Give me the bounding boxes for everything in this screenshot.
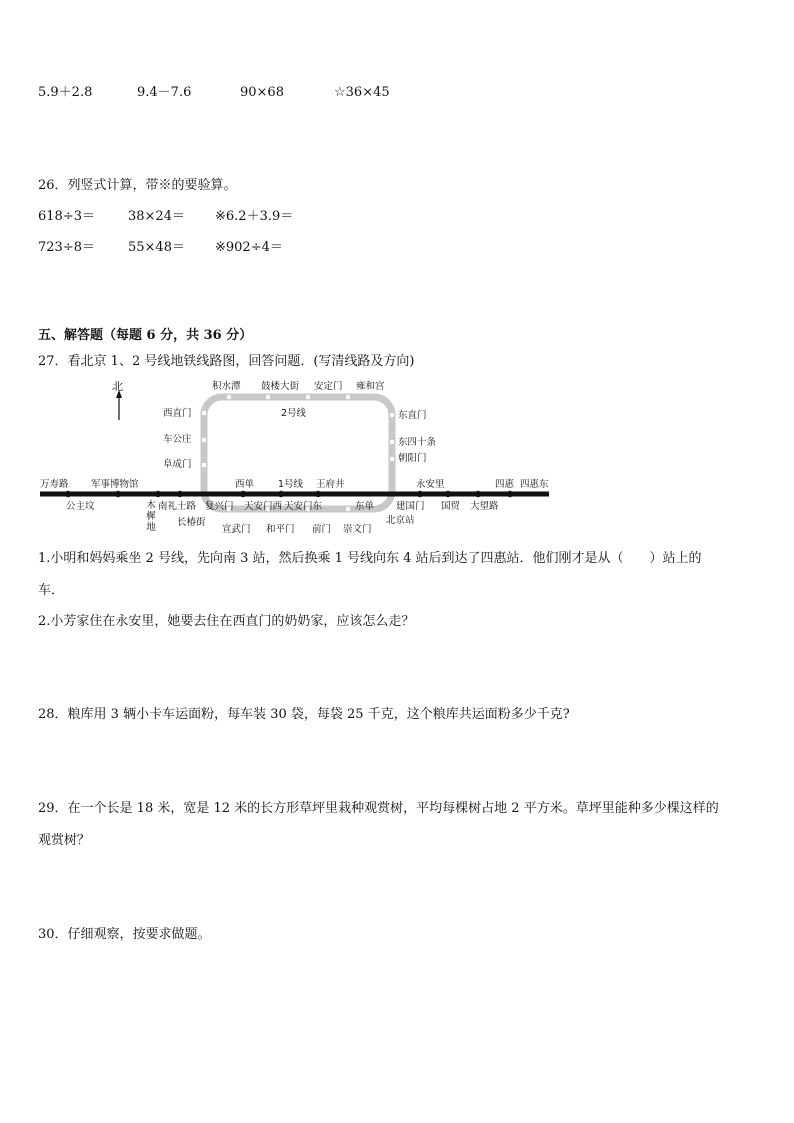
- q29-line1: 29．在一个长是 18 米，宽是 12 米的长方形草坪里栽种观赏树，平均每棵树占地 2 平方米。草坪里能种多少棵这样的: [38, 801, 719, 816]
- station-dot: [115, 491, 121, 497]
- station-dot: [389, 439, 395, 445]
- station-dot: [278, 491, 284, 497]
- station-dot: [305, 394, 311, 400]
- station-dot: [417, 491, 423, 497]
- station-nanlishilu: 南礼士路: [158, 501, 197, 512]
- station-fuchengmen: 阜成门: [163, 459, 192, 470]
- station-dot: [240, 491, 246, 497]
- line-1-label: 1号线: [278, 479, 304, 490]
- station-wanshoulu: 万寿路: [40, 479, 69, 490]
- station-xuanwumen: 宣武门: [222, 524, 251, 535]
- station-hepingmen: 和平门: [266, 524, 295, 535]
- q27-sub2: 2.小芳家住在永安里，她要去住在西直门的奶奶家，应该怎么走？: [38, 614, 415, 629]
- station-qianmen: 前门: [312, 524, 332, 535]
- section-5-title: 五、解答题（每题 6 分，共 36 分）: [38, 328, 253, 343]
- station-gongzhufen: 公主坟: [66, 501, 95, 512]
- q29-line2: 观赏树？: [38, 833, 91, 848]
- q26-r1-c3: ※6.2＋3.9＝: [215, 209, 294, 224]
- subway-map: [0, 0, 794, 560]
- station-dot: [226, 394, 232, 400]
- station-dot: [345, 394, 351, 400]
- station-chegongzhuang: 车公庄: [163, 434, 192, 445]
- station-dot: [155, 491, 161, 497]
- station-dot: [265, 394, 271, 400]
- station-dot: [389, 412, 395, 418]
- station-chongwenmen: 崇文门: [343, 524, 372, 535]
- station-dot: [475, 491, 481, 497]
- station-tiananmenxi: 天安门西: [244, 501, 283, 512]
- station-yonganli: 永安里: [416, 479, 445, 490]
- station-dot: [201, 410, 207, 416]
- q26-r2-c3: ※902÷4＝: [215, 240, 283, 255]
- station-dot: [345, 506, 351, 512]
- station-jianguomen: 建国门: [396, 501, 425, 512]
- q27-sub1-line1: 1.小明和妈妈乘坐 2 号线，先向南 3 站，然后换乘 1 号线向东 4 站后到达了四惠站．他们刚才是从（ ）站上的: [38, 551, 702, 566]
- station-changchunjie: 长椿街: [177, 517, 206, 528]
- station-dot: [65, 491, 71, 497]
- station-dongzhimen: 东直门: [398, 410, 427, 421]
- station-andingmen: 安定门: [314, 381, 343, 392]
- station-dot: [177, 491, 183, 497]
- station-beijingzhan: 北京站: [386, 515, 415, 526]
- station-junbo: 军事博物馆: [91, 479, 139, 490]
- station-xidan: 西单: [235, 479, 255, 490]
- station-fuxingmen: 复兴门: [205, 501, 234, 512]
- station-dot: [315, 491, 321, 497]
- calc-item-1: 5.9＋2.8: [38, 85, 93, 100]
- station-dawanglu: 大望路: [470, 501, 499, 512]
- line-2-label: 2号线: [281, 408, 307, 419]
- q26-title: 26．列竖式计算，带※的要验算。: [38, 178, 237, 193]
- q26-r2-c1: 723÷8＝: [38, 240, 95, 255]
- q26-r1-c2: 38×24＝: [128, 209, 185, 224]
- station-xizhimen: 西直门: [163, 408, 192, 419]
- q27-title: 27．看北京 1、2 号线地铁线路图，回答问题．(写清线路及方向): [38, 354, 415, 369]
- station-dot: [507, 491, 513, 497]
- station-chaoyangmen: 朝阳门: [398, 453, 427, 464]
- station-gulou: 鼓楼大街: [261, 381, 300, 392]
- q28-text: 28．粮库用 3 辆小卡车运面粉，每车装 30 袋，每袋 25 千克，这个粮库共运面粉多少千克?: [38, 707, 570, 722]
- station-dot: [201, 437, 207, 443]
- station-wangfujing: 王府井: [316, 479, 345, 490]
- north-label: 北: [112, 380, 123, 393]
- calc-item-2: 9.4－7.6: [137, 85, 192, 100]
- q26-r1-c1: 618÷3＝: [38, 209, 95, 224]
- station-dot: [445, 491, 451, 497]
- station-tiananmendong: 天安门东: [284, 501, 323, 512]
- calc-item-3: 90×68: [240, 85, 284, 100]
- station-sihui: 四惠: [495, 479, 515, 490]
- station-dot: [201, 462, 207, 468]
- station-yonghegong: 雍和宫: [356, 381, 385, 392]
- q30-text: 30．仔细观察，按要求做题。: [38, 927, 211, 942]
- station-dongdan: 东单: [355, 501, 375, 512]
- q27-sub1-line2: 车．: [38, 583, 65, 598]
- station-jishuitan: 积水潭: [212, 381, 241, 392]
- q26-r2-c2: 55×48＝: [128, 240, 185, 255]
- station-sihuidong: 四惠东: [520, 479, 549, 490]
- station-muxidi: 木樨地: [146, 500, 156, 533]
- calc-item-4: ☆36×45: [334, 85, 390, 100]
- station-dot: [389, 456, 395, 462]
- station-guomao: 国贸: [441, 501, 461, 512]
- station-dongsishitiao: 东四十条: [398, 437, 437, 448]
